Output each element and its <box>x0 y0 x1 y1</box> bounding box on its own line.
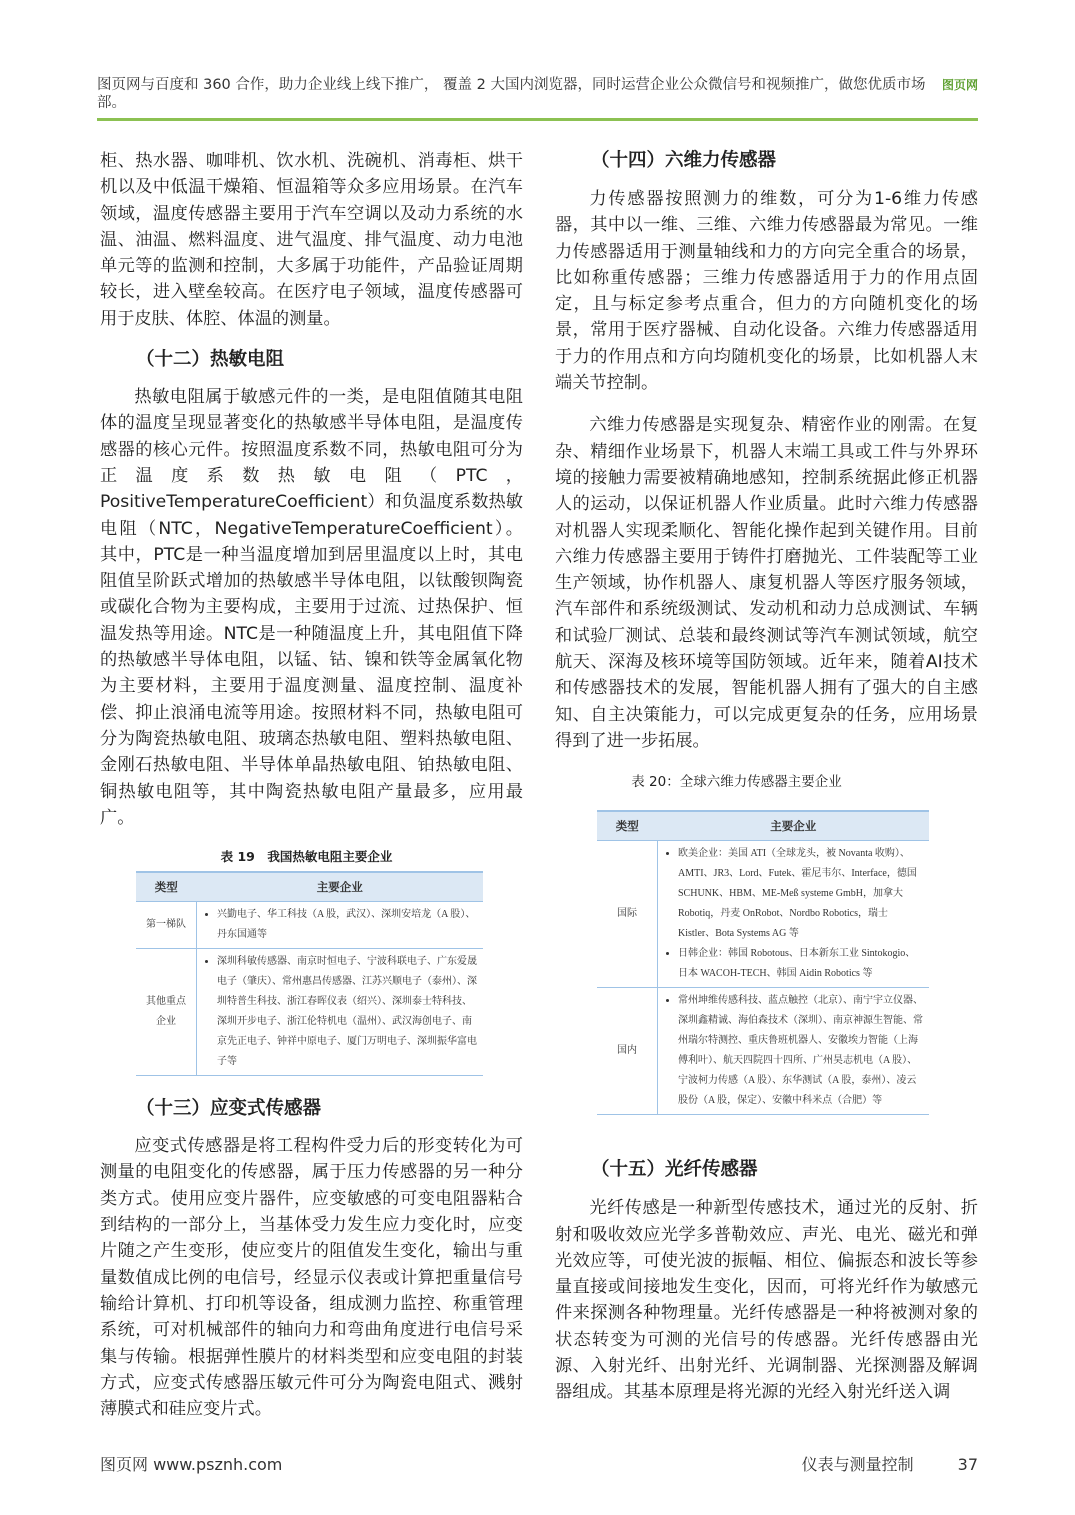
row-type: 国际 <box>597 841 658 988</box>
company-list: • 欧美企业：美国 ATI（全球龙头，被 Novanta 收购）、AMTI、JR3、Lord、Futek、霍尼韦尔、Interface，德国 SCHUNK、HBM、ME-Meß systeme GmbH，加拿大 Robotiq，丹麦 OnRobot、Nordbo Robotics，瑞士 Kistler、Bota Systems AG 等 <box>678 844 923 944</box>
section-heading: （十五）光纤传感器 <box>591 1159 758 1181</box>
page-header <box>97 76 978 112</box>
row-type: 国内 <box>597 988 658 1115</box>
table-19 <box>136 871 483 1076</box>
paragraph: 应变式传感器是将工程构件受力后的形变转化为可测量的电阻变化的传感器，属于压力传感器的另一种分类方式。使用应变片器件，应变敏感的可变电阻器粘合到结构的一部分上，当基体受力发生应力变化时，应变片随之产生变形，使应变片的阻值发生变化，输出与重量数值成比例的电信号，经显示仪表或计算把重量信号输给计算机、打印机等设备，组成测力监控、称重管理系统，可对机械部件的轴向力和弯曲角度进行电信号采集与传输。根据弹性膜片的材料类型和应变电阻的封装方式，应变式传感器压敏元件可分为陶瓷电阻式、溅射薄膜式和硅应变片式。 <box>100 1136 523 1420</box>
page-number: 37 <box>957 1455 978 1475</box>
company-list: • 兴勤电子、华工科技（A 股，武汉）、深圳安培龙（A 股）、丹东国通等 <box>217 905 477 945</box>
section-heading: （十三）应变式传感器 <box>136 1098 322 1120</box>
section-heading: （十二）热敏电阻 <box>136 349 285 371</box>
table-header: 类型 <box>136 872 197 902</box>
company-list: • 深圳科敏传感器、南京时恒电子、宁波科联电子、广东爱晟电子（肇庆）、常州惠昌传感器、江苏兴顺电子（泰州）、深圳特普生科技、浙江春晖仪表（绍兴）、深圳泰士特科技、深圳开步电子、浙江伦特机电（温州）、武汉海创电子、南京先正电子、钟祥中原电子、厦门万明电子、深圳振华富电子等 <box>217 952 477 1072</box>
paragraph: 力传感器按照测力的维数，可分为1-6维力传感器，其中以一维、三维、六维力传感器最为常见。一维力传感器适用于测量轴线和力的方向完全重合的场景，比如称重传感器；三维力传感器适用于力的作用点固定，且与标定参考点重合，但力的方向随机变化的场景，常用于医疗器械、自动化设备。六维力传感器适用于力的作用点和方向均随机变化的场景，比如机器人末端关节控制。 <box>555 189 978 394</box>
columns <box>97 148 978 1422</box>
section-heading: （十四）六维力传感器 <box>591 150 777 171</box>
right-column <box>555 148 978 1422</box>
table-header: 类型 <box>597 811 658 841</box>
row-type: 第一梯队 <box>136 902 197 949</box>
left-column <box>100 148 523 1422</box>
table-header: 主要企业 <box>197 872 484 902</box>
footer-section: 仪表与测量控制 <box>801 1455 914 1475</box>
company-list: • 日韩企业：韩国 Robotous、日本新东工业 Sintokogio、日本 WACOH-TECH、韩国 Aidin Robotics 等 <box>678 944 923 984</box>
company-list: • 常州坤维传感科技、蓝点触控（北京）、南宁宇立仪器、深圳鑫精诚、海伯森技术（深圳）、南京神源生智能、常州瑞尔特测控、重庆鲁班机器人、安徽埃力智能（上海傅利叶）、航天四院四十四所、广州昊志机电（A 股）、宁波柯力传感（A 股）、东华测试（A 股，泰州）、凌云股份（A 股，保定）、安徽中科米点（合肥）等 <box>678 991 923 1111</box>
page-footer <box>97 1422 978 1475</box>
footer-site: 图页网 www.psznh.com <box>100 1455 283 1475</box>
header-divider <box>97 118 978 121</box>
table-row <box>597 841 929 988</box>
table-row <box>136 949 483 1076</box>
paragraph: 六维力传感器是实现复杂、精密作业的刚需。在复杂、精细作业场景下，机器人末端工具或工件与外界环境的接触力需要被精确地感知，控制系统据此修正机器人的运动，以保证机器人作业质量。此时六维力传感器对机器人实现柔顺化、智能化操作起到关键作用。目前六维力传感器主要用于铸件打磨抛光、工件装配等工业生产领域，协作机器人、康复机器人等医疗服务领域，汽车部件和系统级测试、发动机和动力总成测试、车辆和试验厂测试、总装和最终测试等汽车测试领域，航空航天、深海及核环境等国防领域。近年来，随着AI技术和传感器技术的发展，智能机器人拥有了强大的自主感知、自主决策能力，可以完成更复杂的任务，应用场景得到了进一步拓展。 <box>555 415 978 751</box>
header-logo: 图页网 <box>941 78 978 92</box>
header-text: 图页网与百度和 360 合作，助力企业线上线下推广， 覆盖 2 大国内浏览器，同时运营企业公众微信号和视频推广，做您优质市场部。 <box>97 77 926 111</box>
table-caption: 表 20：全球六维力传感器主要企业 <box>631 774 842 791</box>
paragraph: 柜、热水器、咖啡机、饮水机、洗碗机、消毒柜、烘干机以及中低温干燥箱、恒温箱等众多应用场景。在汽车领域，温度传感器主要用于汽车空调以及动力系统的水温、油温、燃料温度、进气温度、排气温度、动力电池单元等的监测和控制，大多属于功能件，产品验证周期较长，进入壁垒较高。在医疗电子领域，温度传感器可用于皮肤、体腔、体温的测量。 <box>100 151 523 329</box>
paragraph: 光纤传感是一种新型传感技术，通过光的反射、折射和吸收效应光学多普勒效应、声光、电光、磁光和弹光效应等，可使光波的振幅、相位、偏振态和波长等参量直接或间接地发生变化，因而，可将光纤作为敏感元件来探测各种物理量。光纤传感器是一种将被测对象的状态转变为可测的光信号的传感器。光纤传感器由光源、入射光纤、出射光纤、光调制器、光探测器及解调器组成。其基本原理是将光源的光经入射光纤送入调 <box>555 1198 978 1403</box>
row-type: 其他重点企业 <box>136 949 197 1076</box>
table-row <box>597 988 929 1115</box>
table-20 <box>597 810 929 1115</box>
table-caption: 表 19 我国热敏电阻主要企业 <box>220 849 393 865</box>
table-row <box>136 902 483 949</box>
paragraph: 热敏电阻属于敏感元件的一类，是电阻值随其电阻体的温度呈现显著变化的热敏感半导体电阻，是温度传感器的核心元件。按照温度系数不同，热敏电阻可分为正温度系数热敏电阻（PTC，PositiveTemperatureCoefficient）和负温度系数热敏电阻（NTC，NegativeTemperatureCoefficient）。其中，PTC是一种当温度增加到居里温度以上时，其电阻值呈阶跃式增加的热敏感半导体电阻，以钛酸钡陶瓷或碳化合物为主要构成，主要用于过流、过热保护、恒温发热等用途。NTC是一种随温度上升，其电阻值下降的热敏感半导体电阻，以锰、钴、镍和铁等金属氧化物为主要材料，主要用于温度测量、温度控制、温度补偿、抑止浪涌电流等用途。按照材料不同，热敏电阻可分为陶瓷热敏电阻、玻璃态热敏电阻、塑料热敏电阻、金刚石热敏电阻、半导体单晶热敏电阻、铂热敏电阻、铜热敏电阻等，其中陶瓷热敏电阻产量最多，应用最广。 <box>100 387 523 828</box>
table-header: 主要企业 <box>658 811 930 841</box>
